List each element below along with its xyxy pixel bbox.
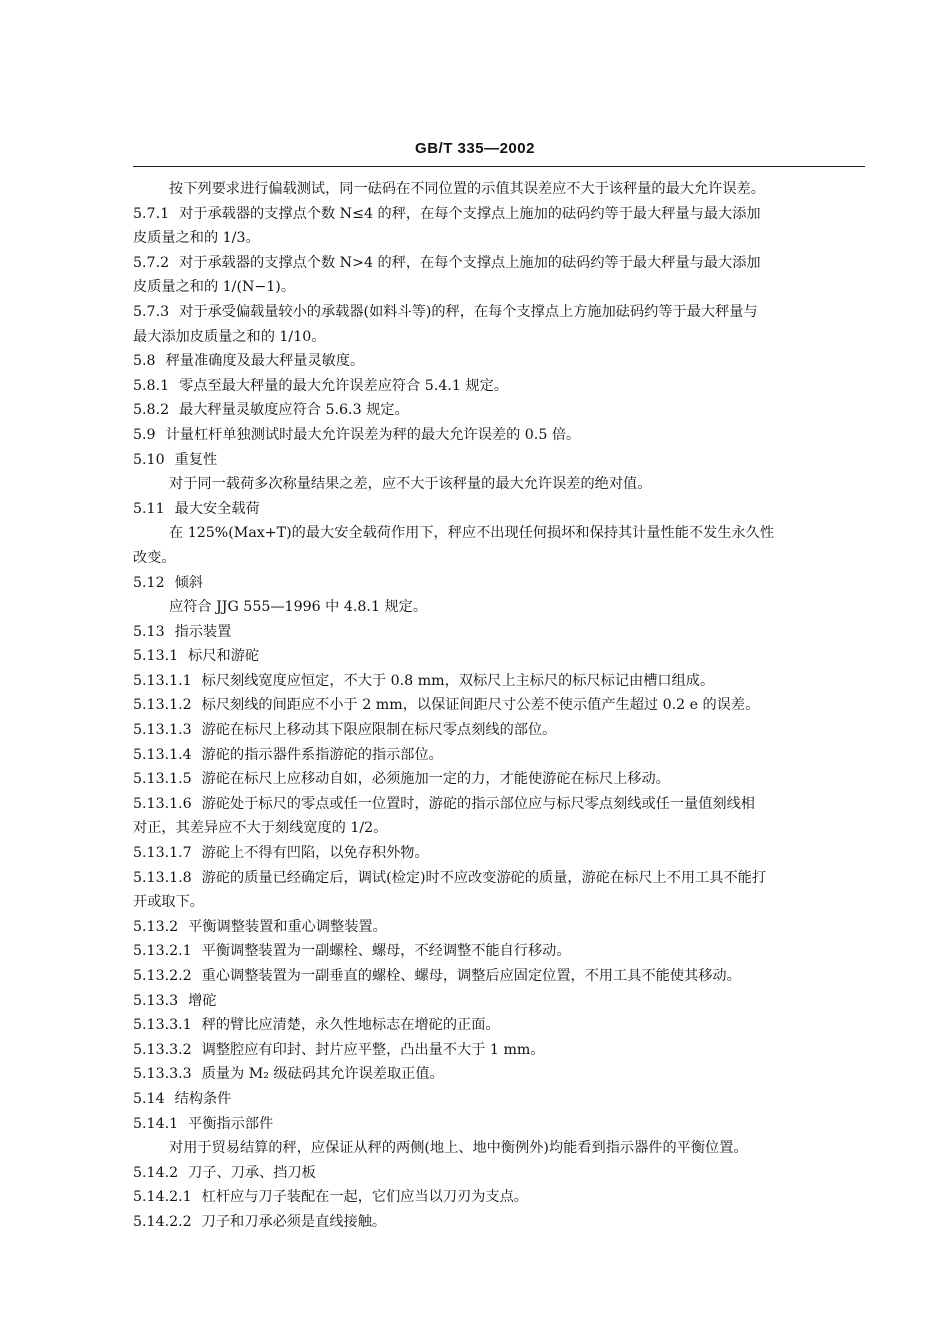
clause-number: 5.13.1.7 — [133, 845, 192, 862]
clause-number: 5.9 — [133, 426, 156, 443]
clause-number: 5.8 — [133, 353, 156, 370]
clause-text: 对于承受偏载量较小的承载器(如料斗等)的秤，在每个支撑点上方施加砝码约等于最大秤量与 — [179, 303, 758, 320]
clause-text: 刀子、刀承、挡刀板 — [188, 1164, 316, 1181]
text-line — [133, 620, 865, 645]
text-line — [133, 325, 865, 350]
clause-text: 标尺刻线宽度应恒定，不大于 0.8 mm，双标尺上主标尺的标尺标记由槽口组成。 — [201, 672, 715, 689]
clause-number: 5.13.2.2 — [133, 968, 192, 984]
clause-text: 游砣的质量已经确定后，调试(检定)时不应改变游砣的质量，游砣在标尺上不用工具不能打 — [201, 869, 767, 886]
clause-number: 5.13.3 — [133, 992, 179, 1009]
clause-text: 对于同一载荷多次称量结果之差，应不大于该秤量的最大允许误差的绝对值。 — [169, 476, 652, 493]
text-line — [133, 1136, 865, 1161]
clause-text: 最大添加皮质量之和的 1/10。 — [133, 328, 326, 345]
text-line — [133, 915, 865, 940]
text-line — [133, 939, 865, 964]
clause-text: 改变。 — [133, 549, 176, 566]
text-line — [133, 767, 865, 792]
clause-text: 最大安全载荷 — [174, 500, 260, 517]
clause-number: 5.11 — [133, 500, 165, 517]
text-line — [133, 841, 865, 866]
clause-number: 5.13.1 — [133, 648, 179, 665]
text-line — [133, 669, 865, 694]
text-line — [133, 202, 865, 227]
clause-text: 对于承载器的支撑点个数 N>4 的秤，在每个支撑点上施加的砝码约等于最大秤量与最大添加 — [179, 254, 761, 271]
header-rule — [133, 166, 865, 167]
clause-number: 5.13 — [133, 623, 165, 640]
text-line — [133, 866, 865, 891]
text-line — [133, 546, 865, 571]
clause-text: 对正，其差异应不大于刻线宽度的 1/2。 — [133, 820, 388, 837]
clause-number: 5.13.1.6 — [133, 795, 192, 812]
clause-text: 平衡指示部件 — [188, 1115, 274, 1132]
text-line — [133, 571, 865, 596]
text-line — [133, 275, 865, 300]
clause-text: 皮质量之和的 1/(N−1)。 — [133, 279, 296, 296]
text-line — [133, 472, 865, 497]
text-line — [133, 718, 865, 743]
text-line — [133, 398, 865, 423]
clause-number: 5.7.3 — [133, 303, 170, 320]
clause-number: 5.14.2.2 — [133, 1213, 192, 1230]
clause-text: 开或取下。 — [133, 894, 204, 911]
clause-number: 5.13.1.3 — [133, 722, 192, 739]
clause-text: 秤的臂比应清楚，永久性地标志在增砣的正面。 — [201, 1017, 500, 1034]
clause-text: 游砣上不得有凹陷，以免存积外物。 — [201, 845, 429, 862]
text-line — [133, 644, 865, 669]
text-line — [133, 1062, 865, 1087]
clause-number: 5.8.2 — [133, 402, 170, 419]
text-line — [133, 1185, 865, 1210]
text-line — [133, 349, 865, 374]
clause-text: 结构条件 — [174, 1090, 232, 1107]
text-line — [133, 792, 865, 817]
clause-number: 5.12 — [133, 574, 165, 591]
text-line — [133, 816, 865, 841]
clause-text: 倾斜 — [174, 574, 203, 591]
clause-text: 增砣 — [188, 992, 217, 1009]
clause-number: 5.13.1.4 — [133, 746, 192, 763]
clause-text: 对于承载器的支撑点个数 N≤4 的秤，在每个支撑点上施加的砝码约等于最大秤量与最大添加 — [179, 205, 761, 222]
clause-text: 质量为 M₂ 级砝码其允许误差取正值。 — [201, 1066, 444, 1083]
clause-text: 应符合 JJG 555—1996 中 4.8.1 规定。 — [169, 599, 428, 616]
text-line — [133, 595, 865, 620]
text-line — [133, 1210, 865, 1235]
clause-text: 游砣在标尺上移动其下限应限制在标尺零点刻线的部位。 — [201, 722, 557, 739]
clause-text: 重心调整装置为一副垂直的螺栓、螺母，调整后应固定位置，不用工具不能使其移动。 — [201, 968, 741, 984]
clause-number: 5.13.3.1 — [133, 1017, 192, 1034]
clause-text: 在 125%(Max+T)的最大安全载荷作用下，秤应不出现任何损坏和保持其计量性能不发生永久性 — [169, 525, 775, 542]
clause-number: 5.7.1 — [133, 205, 170, 222]
clause-number: 5.14.2 — [133, 1164, 179, 1181]
clause-text: 标尺和游砣 — [188, 648, 260, 665]
clause-text: 游砣的指示器件系指游砣的指示部位。 — [201, 746, 443, 763]
clause-number: 5.14.2.1 — [133, 1189, 192, 1206]
clause-number: 5.14 — [133, 1090, 165, 1107]
clause-number: 5.14.1 — [133, 1115, 179, 1132]
text-line — [133, 497, 865, 522]
clause-text: 按下列要求进行偏载测试，同一砝码在不同位置的示值其误差应不大于该秤量的最大允许误差。 — [169, 181, 765, 197]
clause-text: 平衡调整装置为一副螺栓、螺母，不经调整不能自行移动。 — [201, 943, 571, 960]
clause-number: 5.13.1.2 — [133, 697, 192, 714]
text-line — [133, 1161, 865, 1186]
text-line — [133, 1013, 865, 1038]
text-line — [133, 964, 865, 989]
standard-code-header: GB/T 335—2002 — [415, 140, 535, 157]
clause-text: 重复性 — [174, 451, 218, 468]
clause-text: 最大秤量灵敏度应符合 5.6.3 规定。 — [179, 402, 409, 419]
clause-number: 5.7.2 — [133, 254, 170, 271]
clause-text: 皮质量之和的 1/3。 — [133, 230, 260, 247]
clause-number: 5.13.1.5 — [133, 771, 192, 788]
clause-number: 5.13.1.8 — [133, 869, 192, 886]
clause-text: 调整腔应有印封、封片应平整，凸出量不大于 1 mm。 — [201, 1041, 545, 1058]
text-line — [133, 226, 865, 251]
document-body — [133, 177, 865, 1235]
text-line — [133, 374, 865, 399]
text-line — [133, 423, 865, 448]
clause-number: 5.13.3.2 — [133, 1041, 192, 1058]
clause-text: 对用于贸易结算的秤，应保证从秤的两侧(地上、地中衡例外)均能看到指示器件的平衡位置。 — [169, 1140, 748, 1157]
text-line — [133, 1112, 865, 1137]
clause-text: 零点至最大秤量的最大允许误差应符合 5.4.1 规定。 — [179, 377, 508, 394]
clause-text: 标尺刻线的间距应不小于 2 mm，以保证间距尺寸公差不使示值产生超过 0.2 e 的误差。 — [201, 697, 760, 714]
clause-number: 5.13.2 — [133, 918, 179, 935]
text-line — [133, 521, 865, 546]
clause-text: 平衡调整装置和重心调整装置。 — [188, 918, 387, 935]
clause-number: 5.13.2.1 — [133, 943, 192, 960]
clause-number: 5.13.3.3 — [133, 1066, 192, 1083]
clause-text: 杠杆应与刀子装配在一起，它们应当以刀刃为支点。 — [201, 1189, 528, 1206]
text-line — [133, 989, 865, 1014]
clause-text: 秤量准确度及最大秤量灵敏度。 — [165, 353, 365, 370]
text-line — [133, 890, 865, 915]
text-line — [133, 693, 865, 718]
text-line — [133, 448, 865, 473]
text-line — [133, 1038, 865, 1063]
text-line — [133, 251, 865, 276]
clause-number: 5.13.1.1 — [133, 672, 192, 689]
clause-number: 5.10 — [133, 451, 165, 468]
clause-text: 指示装置 — [174, 623, 232, 640]
clause-text: 游砣处于标尺的零点或任一位置时，游砣的指示部位应与标尺零点刻线或任一量值刻线相 — [201, 795, 755, 812]
text-line — [133, 743, 865, 768]
text-line — [133, 300, 865, 325]
text-line — [133, 177, 865, 202]
text-line — [133, 1087, 865, 1112]
clause-text: 计量杠杆单独测试时最大允许误差为秤的最大允许误差的 0.5 倍。 — [165, 426, 581, 443]
clause-text: 游砣在标尺上应移动自如，必须施加一定的力，才能使游砣在标尺上移动。 — [201, 771, 670, 788]
clause-text: 刀子和刀承必须是直线接触。 — [201, 1213, 387, 1230]
clause-number: 5.8.1 — [133, 377, 170, 394]
